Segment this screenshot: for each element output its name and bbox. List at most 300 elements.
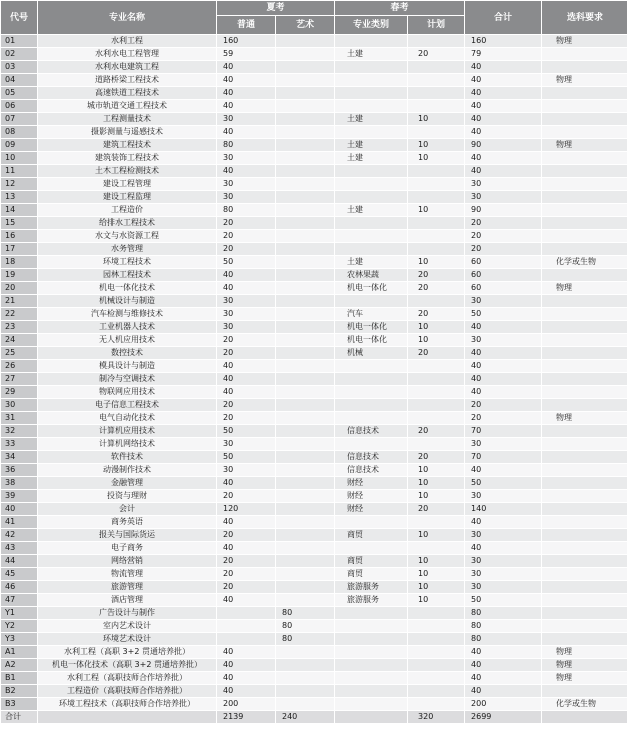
cell-total: 20 bbox=[465, 243, 541, 255]
cell-summer-regular: 20 bbox=[217, 555, 275, 567]
cell-spring-category: 财经 bbox=[335, 490, 407, 502]
cell-spring-plan: 10 bbox=[408, 113, 464, 125]
cell-summer-art bbox=[276, 412, 334, 424]
cell-major-name: 工程造价（高职技师合作培养批） bbox=[38, 685, 216, 697]
cell-total: 60 bbox=[465, 256, 541, 268]
cell-code: 32 bbox=[1, 425, 37, 437]
cell-spring-category bbox=[335, 607, 407, 619]
table-row bbox=[1, 451, 627, 463]
cell-subject-req bbox=[542, 542, 627, 554]
cell-major-name: 工业机器人技术 bbox=[38, 321, 216, 333]
cell-summer-regular: 40 bbox=[217, 61, 275, 73]
cell-subject-req: 物理 bbox=[542, 412, 627, 424]
table-row bbox=[1, 503, 627, 515]
cell-subject-req bbox=[542, 126, 627, 138]
cell-total: 140 bbox=[465, 503, 541, 515]
cell-spring-category: 土建 bbox=[335, 48, 407, 60]
cell-summer-art bbox=[276, 217, 334, 229]
cell-code: 14 bbox=[1, 204, 37, 216]
cell-major-name: 动漫制作技术 bbox=[38, 464, 216, 476]
cell-code: 16 bbox=[1, 230, 37, 242]
table-row bbox=[1, 360, 627, 372]
cell-spring-category: 土建 bbox=[335, 152, 407, 164]
cell-spring-category bbox=[335, 100, 407, 112]
table-row bbox=[1, 269, 627, 281]
cell-spring-plan bbox=[408, 607, 464, 619]
cell-code: 36 bbox=[1, 464, 37, 476]
table-summary-row bbox=[1, 711, 627, 723]
cell-major-name: 会计 bbox=[38, 503, 216, 515]
cell-total: 70 bbox=[465, 425, 541, 437]
cell-spring-plan: 10 bbox=[408, 256, 464, 268]
cell-subject-req: 物理 bbox=[542, 646, 627, 658]
cell-summer-regular: 40 bbox=[217, 74, 275, 86]
cell-summer-art bbox=[276, 659, 334, 671]
cell-total: 20 bbox=[465, 230, 541, 242]
cell-summer-regular: 40 bbox=[217, 126, 275, 138]
cell-summer-art bbox=[276, 48, 334, 60]
cell-spring-category bbox=[335, 412, 407, 424]
cell-total: 2699 bbox=[465, 711, 541, 723]
table-row bbox=[1, 386, 627, 398]
table-row bbox=[1, 685, 627, 697]
cell-major-name: 园林工程技术 bbox=[38, 269, 216, 281]
cell-summer-regular: 40 bbox=[217, 659, 275, 671]
cell-major-name: 城市轨道交通工程技术 bbox=[38, 100, 216, 112]
cell-spring-category bbox=[335, 542, 407, 554]
cell-summer-regular bbox=[217, 633, 275, 645]
table-row bbox=[1, 282, 627, 294]
table-row bbox=[1, 61, 627, 73]
cell-major-name: 电子信息工程技术 bbox=[38, 399, 216, 411]
cell-code: 39 bbox=[1, 490, 37, 502]
cell-summer-regular: 40 bbox=[217, 516, 275, 528]
cell-subject-req bbox=[542, 581, 627, 593]
cell-spring-category bbox=[335, 35, 407, 47]
cell-spring-plan bbox=[408, 542, 464, 554]
cell-major-name: 物联网应用技术 bbox=[38, 386, 216, 398]
cell-summer-regular: 40 bbox=[217, 386, 275, 398]
cell-total: 50 bbox=[465, 308, 541, 320]
cell-spring-category: 信息技术 bbox=[335, 451, 407, 463]
cell-spring-plan: 20 bbox=[408, 451, 464, 463]
cell-summer-art bbox=[276, 152, 334, 164]
cell-summer-art bbox=[276, 74, 334, 86]
cell-spring-plan bbox=[408, 191, 464, 203]
table-row bbox=[1, 659, 627, 671]
cell-major-name: 道路桥梁工程技术 bbox=[38, 74, 216, 86]
cell-total: 40 bbox=[465, 373, 541, 385]
cell-summer-regular: 20 bbox=[217, 347, 275, 359]
cell-summer-art bbox=[276, 126, 334, 138]
cell-spring-plan bbox=[408, 87, 464, 99]
cell-spring-category: 信息技术 bbox=[335, 425, 407, 437]
cell-total: 40 bbox=[465, 61, 541, 73]
cell-spring-plan bbox=[408, 672, 464, 684]
cell-subject-req bbox=[542, 334, 627, 346]
cell-major-name: 建筑工程技术 bbox=[38, 139, 216, 151]
cell-spring-category: 商贸 bbox=[335, 529, 407, 541]
cell-summer-regular: 40 bbox=[217, 594, 275, 606]
cell-total: 200 bbox=[465, 698, 541, 710]
cell-summer-art bbox=[276, 113, 334, 125]
cell-major-name: 水利水电建筑工程 bbox=[38, 61, 216, 73]
cell-subject-req bbox=[542, 295, 627, 307]
cell-total: 20 bbox=[465, 412, 541, 424]
cell-spring-category bbox=[335, 698, 407, 710]
cell-major-name: 水利水电工程管理 bbox=[38, 48, 216, 60]
cell-total: 30 bbox=[465, 529, 541, 541]
cell-summer-regular: 40 bbox=[217, 165, 275, 177]
cell-code: 34 bbox=[1, 451, 37, 463]
cell-summer-regular: 30 bbox=[217, 178, 275, 190]
cell-spring-category bbox=[335, 386, 407, 398]
cell-summer-regular: 80 bbox=[217, 204, 275, 216]
cell-spring-category bbox=[335, 126, 407, 138]
cell-summer-regular: 50 bbox=[217, 451, 275, 463]
cell-spring-category bbox=[335, 516, 407, 528]
cell-major-name: 投资与理财 bbox=[38, 490, 216, 502]
cell-summer-regular: 20 bbox=[217, 568, 275, 580]
cell-code: 38 bbox=[1, 477, 37, 489]
cell-spring-plan bbox=[408, 61, 464, 73]
table-row bbox=[1, 256, 627, 268]
cell-subject-req bbox=[542, 373, 627, 385]
cell-spring-plan: 10 bbox=[408, 555, 464, 567]
cell-subject-req bbox=[542, 165, 627, 177]
cell-summer-regular: 20 bbox=[217, 529, 275, 541]
cell-total: 30 bbox=[465, 490, 541, 502]
cell-summer-art bbox=[276, 672, 334, 684]
cell-subject-req bbox=[542, 269, 627, 281]
cell-code: 27 bbox=[1, 373, 37, 385]
cell-spring-category bbox=[335, 711, 407, 723]
table-row bbox=[1, 555, 627, 567]
cell-code: 09 bbox=[1, 139, 37, 151]
cell-total: 40 bbox=[465, 516, 541, 528]
cell-spring-category bbox=[335, 178, 407, 190]
cell-subject-req: 物理 bbox=[542, 672, 627, 684]
cell-spring-category bbox=[335, 295, 407, 307]
cell-spring-plan bbox=[408, 633, 464, 645]
cell-subject-req: 化学或生物 bbox=[542, 698, 627, 710]
cell-summer-regular: 20 bbox=[217, 581, 275, 593]
cell-subject-req bbox=[542, 61, 627, 73]
cell-summer-regular: 30 bbox=[217, 191, 275, 203]
cell-major-name: 土木工程检测技术 bbox=[38, 165, 216, 177]
cell-spring-plan bbox=[408, 698, 464, 710]
cell-major-name: 模具设计与制造 bbox=[38, 360, 216, 372]
cell-major-name: 工程测量技术 bbox=[38, 113, 216, 125]
cell-summer-regular: 30 bbox=[217, 113, 275, 125]
cell-code: 29 bbox=[1, 386, 37, 398]
cell-code: 11 bbox=[1, 165, 37, 177]
cell-code: 45 bbox=[1, 568, 37, 580]
cell-summer-art bbox=[276, 334, 334, 346]
table-row bbox=[1, 542, 627, 554]
cell-summer-regular: 40 bbox=[217, 282, 275, 294]
cell-summer-art bbox=[276, 464, 334, 476]
cell-total: 40 bbox=[465, 464, 541, 476]
cell-major-name: 软件技术 bbox=[38, 451, 216, 463]
cell-summer-regular: 30 bbox=[217, 308, 275, 320]
cell-code: 31 bbox=[1, 412, 37, 424]
cell-total: 40 bbox=[465, 113, 541, 125]
cell-summer-regular: 30 bbox=[217, 464, 275, 476]
cell-summer-art bbox=[276, 360, 334, 372]
cell-subject-req bbox=[542, 607, 627, 619]
table-row bbox=[1, 594, 627, 606]
cell-code: 17 bbox=[1, 243, 37, 255]
table-row bbox=[1, 126, 627, 138]
cell-spring-plan: 10 bbox=[408, 529, 464, 541]
table-row bbox=[1, 321, 627, 333]
cell-total: 40 bbox=[465, 386, 541, 398]
cell-summer-art bbox=[276, 594, 334, 606]
cell-major-name: 商务英语 bbox=[38, 516, 216, 528]
cell-summer-art bbox=[276, 568, 334, 580]
cell-spring-category bbox=[335, 633, 407, 645]
table-row bbox=[1, 373, 627, 385]
table-row bbox=[1, 620, 627, 632]
table-row bbox=[1, 243, 627, 255]
cell-code: 10 bbox=[1, 152, 37, 164]
header-summer: 夏考 bbox=[217, 1, 334, 15]
cell-spring-category bbox=[335, 399, 407, 411]
cell-subject-req bbox=[542, 191, 627, 203]
cell-spring-plan: 10 bbox=[408, 568, 464, 580]
cell-spring-category: 农林果蔬 bbox=[335, 269, 407, 281]
cell-code: 21 bbox=[1, 295, 37, 307]
cell-spring-plan: 10 bbox=[408, 581, 464, 593]
cell-spring-category: 商贸 bbox=[335, 555, 407, 567]
cell-spring-plan bbox=[408, 685, 464, 697]
cell-total: 50 bbox=[465, 594, 541, 606]
header-total: 合计 bbox=[465, 1, 541, 34]
cell-summer-art bbox=[276, 542, 334, 554]
header-spring-plan: 计划 bbox=[408, 16, 464, 34]
cell-major-name: 金融管理 bbox=[38, 477, 216, 489]
cell-spring-category bbox=[335, 243, 407, 255]
cell-spring-category: 机电一体化 bbox=[335, 282, 407, 294]
cell-major-name: 报关与国际货运 bbox=[38, 529, 216, 541]
header-subject-req: 选科要求 bbox=[542, 1, 627, 34]
cell-spring-plan: 20 bbox=[408, 282, 464, 294]
cell-code: B2 bbox=[1, 685, 37, 697]
cell-summer-regular: 20 bbox=[217, 217, 275, 229]
cell-total: 90 bbox=[465, 139, 541, 151]
cell-total: 30 bbox=[465, 438, 541, 450]
table-row bbox=[1, 152, 627, 164]
cell-code: 05 bbox=[1, 87, 37, 99]
cell-summer-regular: 40 bbox=[217, 269, 275, 281]
cell-code: 20 bbox=[1, 282, 37, 294]
cell-spring-plan bbox=[408, 230, 464, 242]
cell-major-name: 数控技术 bbox=[38, 347, 216, 359]
cell-summer-regular: 40 bbox=[217, 477, 275, 489]
cell-spring-category: 机电一体化 bbox=[335, 334, 407, 346]
cell-spring-category: 旅游服务 bbox=[335, 581, 407, 593]
cell-subject-req bbox=[542, 360, 627, 372]
cell-subject-req: 物理 bbox=[542, 74, 627, 86]
cell-major-name: 网络营销 bbox=[38, 555, 216, 567]
cell-major-name: 给排水工程技术 bbox=[38, 217, 216, 229]
cell-summer-art: 80 bbox=[276, 633, 334, 645]
cell-summer-regular: 40 bbox=[217, 685, 275, 697]
cell-summer-art bbox=[276, 646, 334, 658]
cell-code: 24 bbox=[1, 334, 37, 346]
cell-subject-req bbox=[542, 217, 627, 229]
cell-summer-art bbox=[276, 178, 334, 190]
cell-total: 40 bbox=[465, 685, 541, 697]
cell-subject-req: 物理 bbox=[542, 659, 627, 671]
cell-subject-req bbox=[542, 516, 627, 528]
cell-major-name: 物流管理 bbox=[38, 568, 216, 580]
cell-spring-plan: 320 bbox=[408, 711, 464, 723]
cell-spring-plan bbox=[408, 659, 464, 671]
cell-summer-art bbox=[276, 87, 334, 99]
cell-spring-plan bbox=[408, 412, 464, 424]
table-row bbox=[1, 672, 627, 684]
cell-code: Y1 bbox=[1, 607, 37, 619]
cell-summer-regular: 20 bbox=[217, 334, 275, 346]
cell-code: 13 bbox=[1, 191, 37, 203]
cell-spring-category bbox=[335, 230, 407, 242]
cell-summer-art bbox=[276, 139, 334, 151]
cell-summer-art bbox=[276, 308, 334, 320]
table-row bbox=[1, 477, 627, 489]
cell-code: 30 bbox=[1, 399, 37, 411]
cell-code: 03 bbox=[1, 61, 37, 73]
cell-spring-plan bbox=[408, 373, 464, 385]
cell-code: 42 bbox=[1, 529, 37, 541]
cell-total: 40 bbox=[465, 321, 541, 333]
cell-summer-art: 80 bbox=[276, 620, 334, 632]
table-row bbox=[1, 113, 627, 125]
cell-spring-plan bbox=[408, 126, 464, 138]
cell-total: 30 bbox=[465, 178, 541, 190]
cell-total: 30 bbox=[465, 568, 541, 580]
cell-summer-art bbox=[276, 256, 334, 268]
cell-code: Y3 bbox=[1, 633, 37, 645]
cell-major-name: 环境工程技术 bbox=[38, 256, 216, 268]
cell-summer-regular bbox=[217, 607, 275, 619]
cell-summer-art bbox=[276, 529, 334, 541]
cell-summer-regular: 80 bbox=[217, 139, 275, 151]
cell-total: 80 bbox=[465, 633, 541, 645]
cell-subject-req bbox=[542, 451, 627, 463]
cell-spring-plan: 20 bbox=[408, 503, 464, 515]
cell-major-name: 电子商务 bbox=[38, 542, 216, 554]
cell-summer-regular bbox=[217, 620, 275, 632]
cell-code: 25 bbox=[1, 347, 37, 359]
cell-summer-regular: 40 bbox=[217, 542, 275, 554]
cell-summer-regular: 20 bbox=[217, 230, 275, 242]
table-row bbox=[1, 490, 627, 502]
cell-major-name: 水利工程 bbox=[38, 35, 216, 47]
cell-major-name: 室内艺术设计 bbox=[38, 620, 216, 632]
cell-summer-art bbox=[276, 269, 334, 281]
cell-total: 80 bbox=[465, 607, 541, 619]
cell-subject-req bbox=[542, 464, 627, 476]
cell-code: 41 bbox=[1, 516, 37, 528]
table-row bbox=[1, 191, 627, 203]
cell-total: 40 bbox=[465, 360, 541, 372]
cell-subject-req: 化学或生物 bbox=[542, 256, 627, 268]
cell-code: 08 bbox=[1, 126, 37, 138]
table-row bbox=[1, 334, 627, 346]
cell-subject-req bbox=[542, 477, 627, 489]
cell-major-name: 环境工程技术（高职技师合作培养批） bbox=[38, 698, 216, 710]
cell-spring-plan: 10 bbox=[408, 139, 464, 151]
cell-total: 40 bbox=[465, 165, 541, 177]
cell-spring-plan: 10 bbox=[408, 152, 464, 164]
cell-subject-req bbox=[542, 204, 627, 216]
cell-subject-req: 物理 bbox=[542, 139, 627, 151]
cell-code: B1 bbox=[1, 672, 37, 684]
cell-spring-category: 机电一体化 bbox=[335, 321, 407, 333]
cell-subject-req bbox=[542, 308, 627, 320]
cell-subject-req bbox=[542, 386, 627, 398]
cell-subject-req: 物理 bbox=[542, 35, 627, 47]
cell-summer-art: 80 bbox=[276, 607, 334, 619]
cell-spring-category bbox=[335, 438, 407, 450]
cell-total: 60 bbox=[465, 282, 541, 294]
cell-spring-category bbox=[335, 646, 407, 658]
cell-summer-art bbox=[276, 581, 334, 593]
cell-spring-plan bbox=[408, 386, 464, 398]
cell-code: 47 bbox=[1, 594, 37, 606]
cell-code: 15 bbox=[1, 217, 37, 229]
cell-spring-plan: 20 bbox=[408, 308, 464, 320]
cell-subject-req bbox=[542, 529, 627, 541]
cell-major-name: 计算机应用技术 bbox=[38, 425, 216, 437]
cell-summer-regular: 20 bbox=[217, 243, 275, 255]
table-row bbox=[1, 438, 627, 450]
cell-major-name: 水文与水资源工程 bbox=[38, 230, 216, 242]
cell-total: 40 bbox=[465, 646, 541, 658]
table-row bbox=[1, 100, 627, 112]
cell-code: 04 bbox=[1, 74, 37, 86]
table-row bbox=[1, 87, 627, 99]
table-row bbox=[1, 178, 627, 190]
table-row bbox=[1, 425, 627, 437]
cell-subject-req bbox=[542, 399, 627, 411]
table-row bbox=[1, 48, 627, 60]
cell-total: 30 bbox=[465, 581, 541, 593]
cell-subject-req bbox=[542, 100, 627, 112]
cell-code: Y2 bbox=[1, 620, 37, 632]
cell-major-name: 摄影测量与遥感技术 bbox=[38, 126, 216, 138]
cell-major-name: 制冷与空调技术 bbox=[38, 373, 216, 385]
cell-code: 22 bbox=[1, 308, 37, 320]
cell-subject-req bbox=[542, 490, 627, 502]
cell-major-name: 计算机网络技术 bbox=[38, 438, 216, 450]
table-row bbox=[1, 633, 627, 645]
cell-subject-req bbox=[542, 503, 627, 515]
cell-spring-category: 机械 bbox=[335, 347, 407, 359]
cell-summer-regular: 2139 bbox=[217, 711, 275, 723]
header-summer-regular: 普通 bbox=[217, 16, 275, 34]
cell-total: 40 bbox=[465, 347, 541, 359]
cell-total: 40 bbox=[465, 659, 541, 671]
table-row bbox=[1, 698, 627, 710]
table-row bbox=[1, 165, 627, 177]
cell-spring-plan: 10 bbox=[408, 204, 464, 216]
cell-summer-art bbox=[276, 100, 334, 112]
cell-major-name: 高速铁道工程技术 bbox=[38, 87, 216, 99]
cell-spring-category bbox=[335, 61, 407, 73]
